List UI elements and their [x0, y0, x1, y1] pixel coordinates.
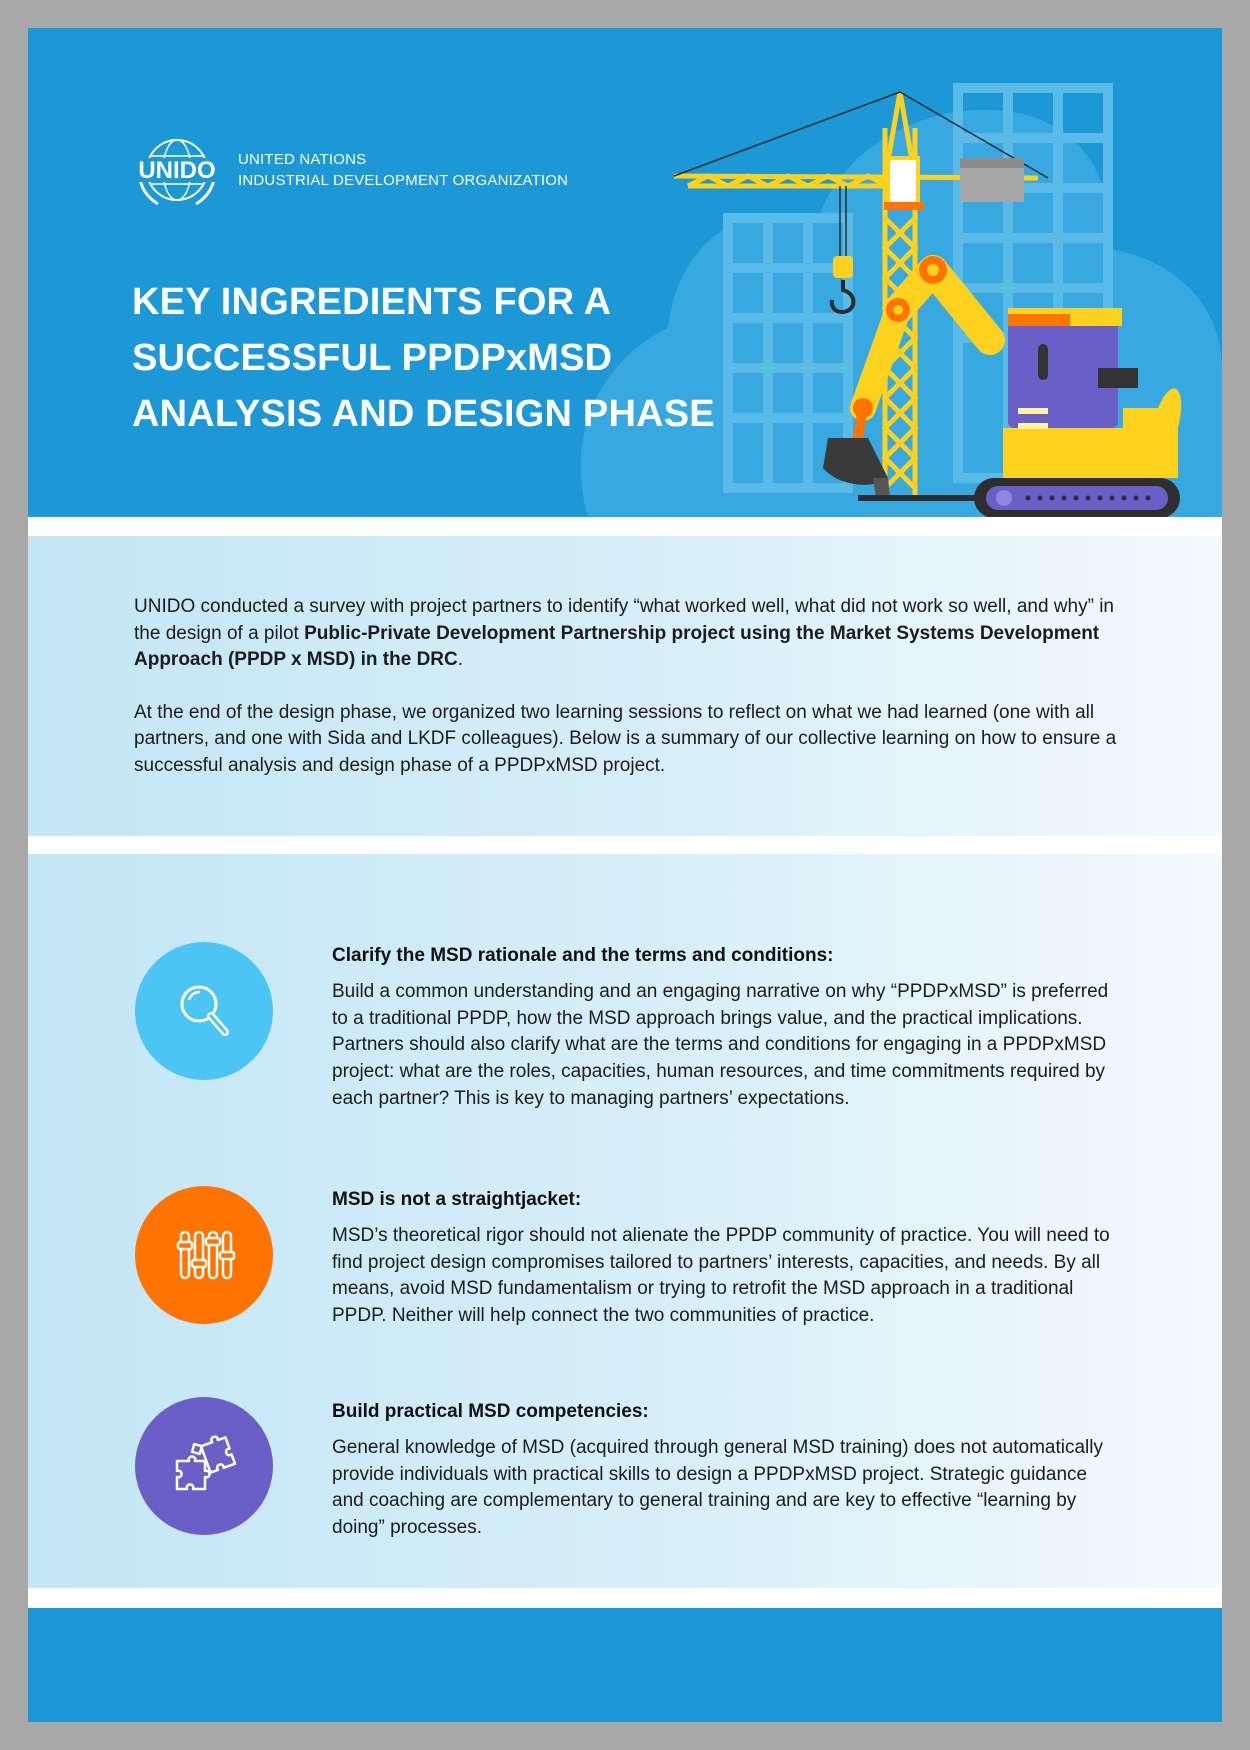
header-banner [28, 28, 1222, 517]
title-line-1: KEY INGREDIENTS FOR A [132, 281, 612, 323]
key-point-heading: Clarify the MSD rationale and the terms and conditions: [332, 945, 834, 966]
key-point-heading: Build practical MSD competencies: [332, 1401, 649, 1422]
un-emblem-icon [132, 132, 222, 208]
org-line-2: INDUSTRIAL DEVELOPMENT ORGANIZATION [238, 172, 569, 189]
title-line-3: ANALYSIS AND DESIGN PHASE [132, 393, 715, 435]
page-title [132, 274, 772, 442]
intro-paragraph-2: At the end of the design phase, we organized two learning sessions to reflect on what we had learned (one with all partners, and one with Sida and LKDF colleagues). Below is a summary of our collective learning on how to ensure a successful analysis and design phase of a PPDPxMSD project. [134, 701, 1117, 776]
intro-paragraph-1 [134, 594, 1124, 674]
intro-p1-text: UNIDO conducted a survey with project partners to identify “what worked well, what did not work so well, and why” in the design of a pilot [134, 596, 1114, 644]
key-point-heading: MSD is not a straightjacket: [332, 1189, 582, 1210]
organization-name [238, 149, 568, 191]
key-point-text: MSD’s theoretical rigor should not alienate the PPDP community of practice. You will need to find project design compromises tailored to partners’ interests, capacities, and needs. By all means, avoid MSD fundamentalism or trying to retrofit the MSD approach in a traditional PPDP. Neither will help connect the two communities of practice. [332, 1225, 1110, 1327]
sliders-icon [135, 1186, 273, 1324]
footer-band [28, 1608, 1222, 1722]
key-points-section [28, 854, 1222, 1588]
key-point-text: General knowledge of MSD (acquired through general MSD training) does not automatically provide individuals with practical skills to design a PPDPxMSD project. Strategic guidance and coaching are complementary to general training and are key to effective “learning by doing” processes. [332, 1437, 1103, 1539]
document-page [28, 28, 1222, 1722]
magnifier-icon [135, 942, 273, 1080]
key-point-text: Build a common understanding and an engaging narrative on why “PPDPxMSD” is preferred to a traditional PPDP, how the MSD approach brings value, and the practical implications. Partners should also clarify what are the terms and conditions for engaging in a PPDPxMSD project: what are the roles, capacities, human resources, and time commitments required by each partner? This is key to managing partners’ expectations. [332, 981, 1109, 1109]
logo-text: UNIDO [138, 157, 216, 184]
org-line-1: UNITED NATIONS [238, 151, 367, 168]
crane-excavator-illustration [28, 28, 1222, 517]
intro-section [28, 536, 1222, 836]
title-line-2: SUCCESSFUL PPDPxMSD [132, 337, 613, 379]
unido-logo [132, 132, 568, 208]
intro-p1-bold: Public-Private Development Partnership project using the Market Systems Development Approach (PPDP x MSD) in the DRC [134, 622, 1100, 670]
puzzle-icon [135, 1397, 273, 1535]
intro-p1-end: . [457, 649, 464, 670]
